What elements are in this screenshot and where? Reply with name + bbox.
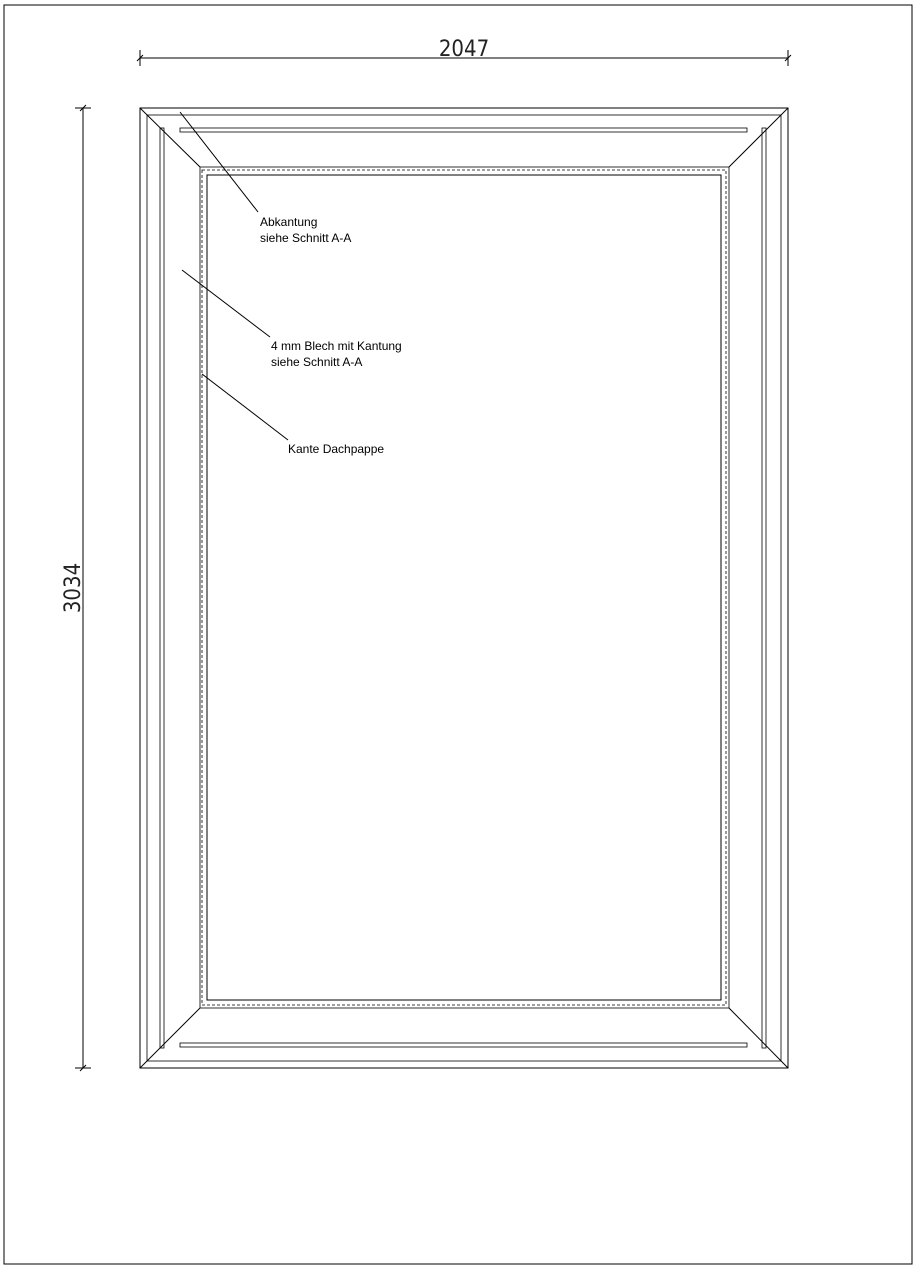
width-dimension — [137, 37, 791, 66]
note-blech-line1: 4 mm Blech mit Kantung — [271, 339, 402, 353]
height-dimension — [61, 105, 91, 1071]
miter-top-left — [140, 108, 200, 167]
height-dimension-label: 3034 — [61, 562, 86, 614]
frame — [140, 108, 788, 1068]
note-dachpappe: Kante Dachpappe — [288, 442, 385, 456]
leader-abkantung — [180, 112, 258, 212]
inner-panel — [207, 175, 721, 1000]
right-slot — [762, 128, 766, 1048]
roofing-edge-dashed — [202, 170, 726, 1005]
miter-bottom-left — [140, 1008, 200, 1068]
frame-inner-edge — [147, 115, 781, 1061]
note-abkantung-line2: siehe Schnitt A-A — [260, 231, 352, 245]
left-slot — [160, 128, 164, 1048]
note-blech-line2: siehe Schnitt A-A — [271, 355, 363, 369]
miter-bottom-right — [729, 1008, 788, 1068]
miter-top-right — [729, 108, 788, 167]
panel-rim — [200, 167, 729, 1008]
note-abkantung-line1: Abkantung — [260, 215, 318, 229]
top-slot — [180, 128, 747, 132]
frame-outer-edge — [140, 108, 788, 1068]
width-dimension-label: 2047 — [438, 37, 490, 62]
bottom-slot — [180, 1043, 747, 1047]
leader-dachpappe — [202, 374, 288, 440]
leader-blech — [182, 270, 270, 337]
